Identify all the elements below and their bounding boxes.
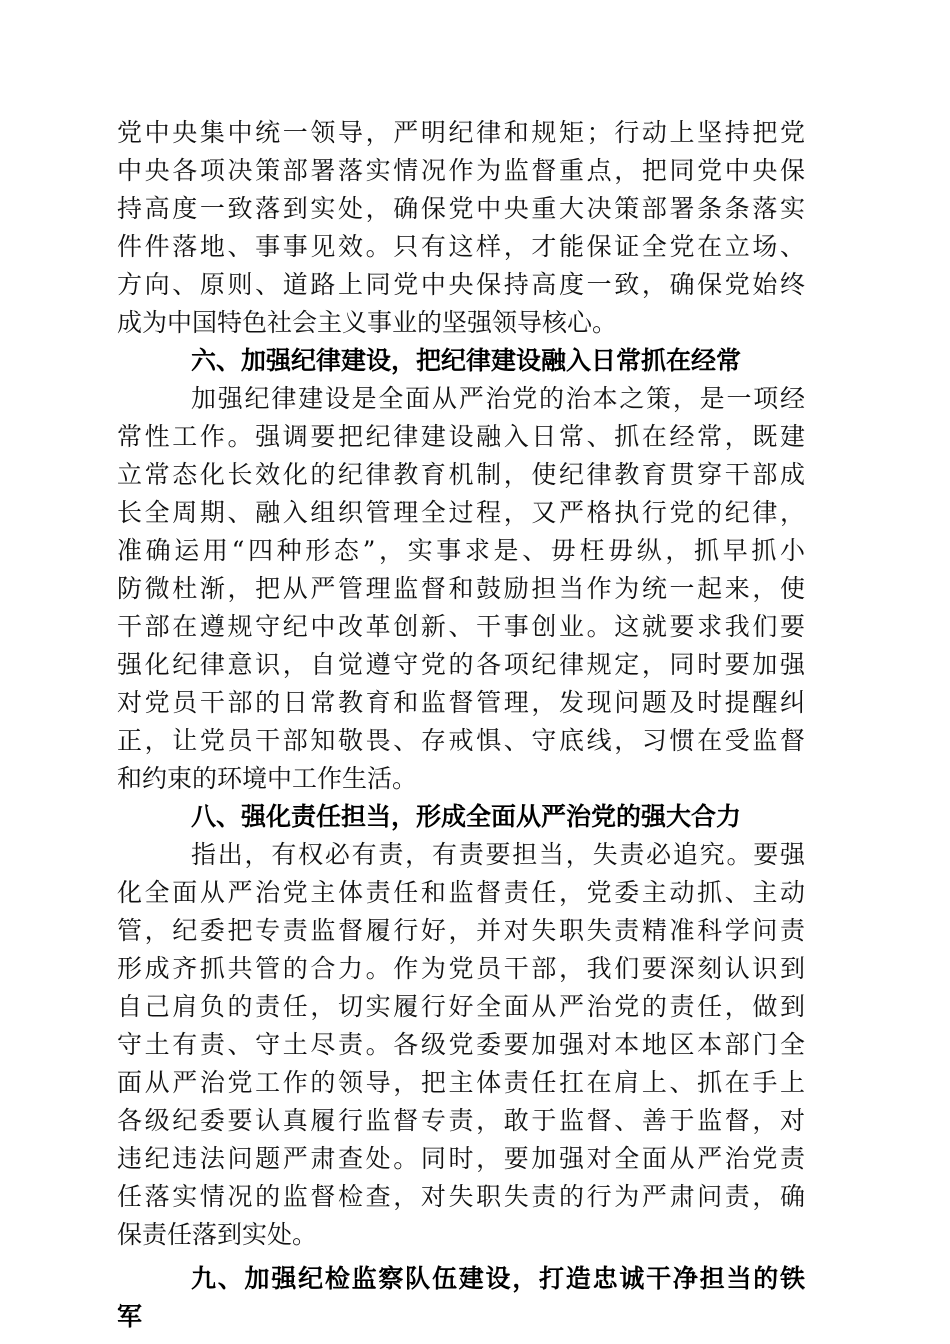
text-line: 形成齐抓共管的合力。作为党员干部，我们要深刻认识到 — [117, 954, 805, 983]
text-line: 准确运用“四种形态”，实事求是、毋枉毋纵，抓早抓小 — [117, 536, 805, 565]
text-line: 正，让党员干部知敬畏、存戒惧、守底线，习惯在受监督 — [117, 726, 805, 755]
text-line: 干部在遵规守纪中改革创新、干事创业。这就要求我们要 — [117, 612, 805, 641]
text-line: 立常态化长效化的纪律教育机制，使纪律教育贯穿干部成 — [117, 460, 805, 489]
section-heading-9: 九、加强纪检监察队伍建设，打造忠诚干净担当的铁 — [191, 1264, 805, 1293]
text-line: 持高度一致落到实处，确保党中央重大决策部署条条落实 — [117, 194, 805, 223]
text-line: 管，纪委把专责监督履行好，并对失职失责精准科学问责 — [117, 916, 805, 945]
text-line: 守土有责、守土尽责。各级党委要加强对本地区本部门全 — [117, 1030, 805, 1059]
text-line: 自己肩负的责任，切实履行好全面从严治党的责任，做到 — [117, 992, 805, 1021]
text-line: 对党员干部的日常教育和监督管理，发现问题及时提醒纠 — [117, 688, 805, 717]
text-line: 件件落地、事事见效。只有这样，才能保证全党在立场、 — [117, 232, 805, 261]
text-line: 加强纪律建设是全面从严治党的治本之策，是一项经 — [191, 384, 805, 413]
text-line: 和约束的环境中工作生活。 — [117, 764, 418, 793]
paragraph-section-6 — [117, 380, 805, 798]
text-line: 党中央集中统一领导，严明纪律和规矩；行动上坚持把党 — [117, 118, 805, 147]
text-line: 化全面从严治党主体责任和监督责任，党委主动抓、主动 — [117, 878, 805, 907]
text-line: 违纪违法问题严肃查处。同时，要加强对全面从严治党责 — [117, 1144, 805, 1173]
text-line: 长全周期、融入组织管理全过程，又严格执行党的纪律， — [117, 498, 805, 527]
text-line: 任落实情况的监督检查，对失职失责的行为严肃问责，确 — [117, 1182, 805, 1211]
paragraph-section-8 — [117, 836, 805, 1254]
text-line: 面从严治党工作的领导，把主体责任扛在肩上、抓在手上 — [117, 1068, 805, 1097]
paragraph-intro — [117, 114, 805, 342]
text-line: 保责任落到实处。 — [117, 1220, 318, 1249]
text-line: 方向、原则、道路上同党中央保持高度一致，确保党始终 — [117, 270, 805, 299]
text-line: 强化纪律意识，自觉遵守党的各项纪律规定，同时要加强 — [117, 650, 805, 679]
text-line: 指出，有权必有责，有责要担当，失责必追究。要强 — [191, 840, 805, 869]
document-page — [117, 114, 805, 1336]
section-heading-8: 八、强化责任担当，形成全面从严治党的强大合力 — [191, 802, 742, 831]
text-line: 防微杜渐，把从严管理监督和鼓励担当作为统一起来，使 — [117, 574, 805, 603]
text-line: 中央各项决策部署落实情况作为监督重点，把同党中央保 — [117, 156, 805, 185]
text-line: 常性工作。强调要把纪律建设融入日常、抓在经常，既建 — [117, 422, 805, 451]
section-heading-9-continuation: 军 — [117, 1302, 143, 1331]
section-heading-6: 六、加强纪律建设，把纪律建设融入日常抓在经常 — [191, 346, 742, 375]
text-line: 各级纪委要认真履行监督专责，敢于监督、善于监督，对 — [117, 1106, 805, 1135]
text-line: 成为中国特色社会主义事业的坚强领导核心。 — [117, 308, 618, 337]
